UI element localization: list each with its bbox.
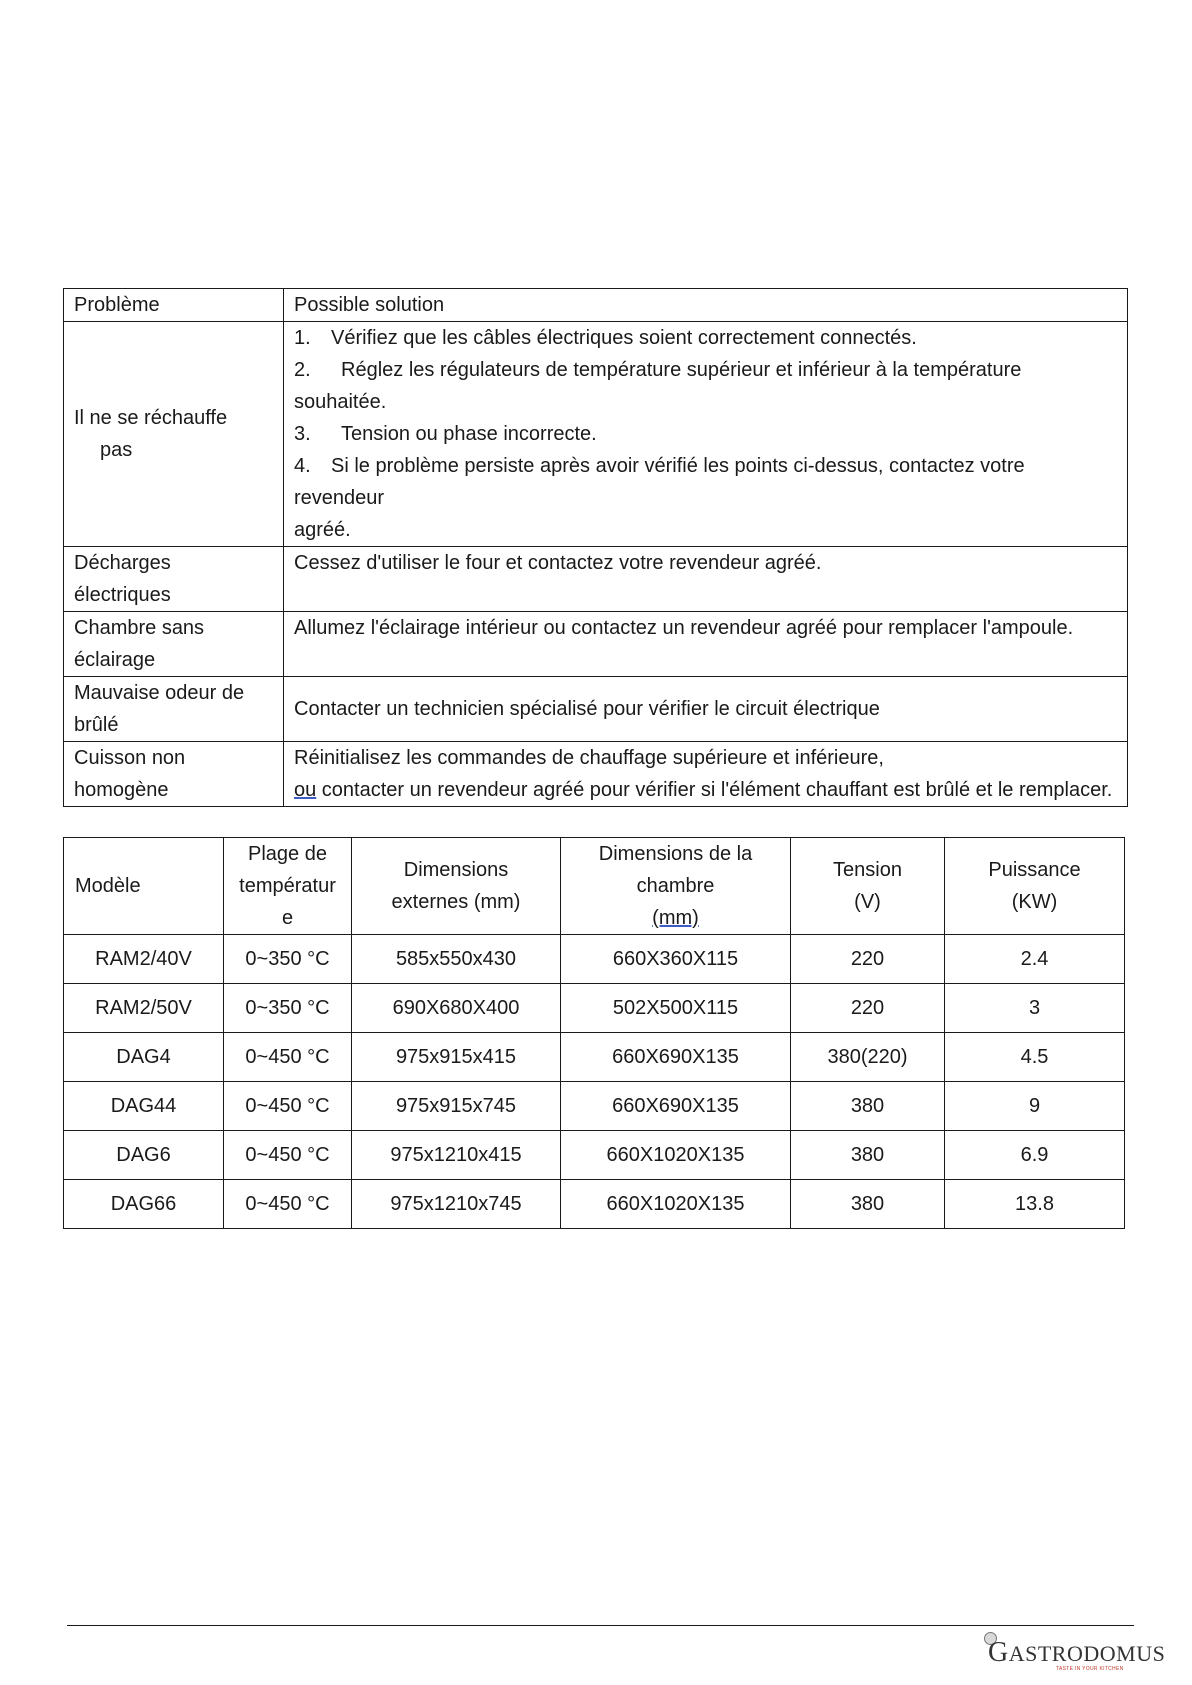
header-text: externes (mm) [391, 891, 521, 913]
cell-chamber: 660X690X135 [561, 1082, 791, 1131]
step-text: Si le problème persiste après avoir vérifié les points ci-dessus, contactez votre revendeur [294, 455, 1025, 509]
cell-chamber: 502X500X115 [561, 984, 791, 1033]
cell-voltage: 380 [791, 1180, 945, 1229]
step-continuation: agréé. [294, 519, 351, 541]
table-row [64, 935, 1125, 984]
cell-range: 0~350 °C [224, 984, 352, 1033]
problem-cell [64, 677, 284, 742]
solution-text [294, 774, 1117, 806]
problem-text: homogène [74, 779, 169, 801]
step-text: Vérifiez que les câbles électriques soient correctement connectés. [331, 327, 917, 349]
cell-voltage: 380(220) [791, 1033, 945, 1082]
cell-range: 0~450 °C [224, 1033, 352, 1082]
table-row [64, 1131, 1125, 1180]
solution-cell [284, 322, 1128, 547]
cell-model: RAM2/40V [64, 935, 224, 984]
cell-range: 0~350 °C [224, 935, 352, 984]
header-text: Dimensions de la [598, 843, 753, 865]
header-text: (KW) [1011, 891, 1058, 913]
cell-external: 690X680X400 [352, 984, 561, 1033]
cell-power: 2.4 [945, 935, 1125, 984]
logo-wordmark [988, 1637, 1165, 1669]
problem-text: Chambre sans [74, 617, 205, 639]
header-text: (mm) [652, 907, 699, 929]
header-voltage [791, 838, 945, 935]
problem-text: brûlé [74, 714, 119, 736]
problem-cell [64, 742, 284, 807]
header-model: Modèle [64, 838, 224, 935]
header-power [945, 838, 1125, 935]
cell-range: 0~450 °C [224, 1131, 352, 1180]
cell-power: 3 [945, 984, 1125, 1033]
cell-voltage: 380 [791, 1082, 945, 1131]
step-number: 4. [294, 455, 311, 477]
header-text: e [281, 907, 294, 929]
step-number: 3. [294, 423, 311, 445]
problem-text: Cuisson non [74, 747, 186, 769]
cell-chamber: 660X1020X135 [561, 1180, 791, 1229]
cell-chamber: 660X360X115 [561, 935, 791, 984]
cell-range: 0~450 °C [224, 1082, 352, 1131]
step-text: Tension ou phase incorrecte. [341, 423, 597, 445]
underlined-word: ou [294, 779, 317, 801]
solution-text: Cessez d'utiliser le four et contactez votre revendeur agréé. [284, 547, 1128, 612]
problem-text: Mauvaise odeur de [74, 682, 245, 704]
table-row [64, 322, 1128, 547]
model-specs-table [63, 837, 1125, 1229]
cell-power: 4.5 [945, 1033, 1125, 1082]
cell-power: 13.8 [945, 1180, 1125, 1229]
table-row [64, 547, 1128, 612]
cell-external: 585x550x430 [352, 935, 561, 984]
problem-text: Décharges [74, 552, 171, 574]
cell-model: DAG66 [64, 1180, 224, 1229]
cell-model: DAG6 [64, 1131, 224, 1180]
table-row [64, 612, 1128, 677]
cell-power: 6.9 [945, 1131, 1125, 1180]
header-text: températur [239, 875, 336, 897]
footer-divider [67, 1625, 1134, 1626]
header-text: (V) [854, 891, 881, 913]
problem-text: pas [100, 439, 133, 461]
table-header-row [64, 289, 1128, 322]
solution-step [294, 322, 1117, 354]
cell-model: DAG44 [64, 1082, 224, 1131]
solution-text: Allumez l'éclairage intérieur ou contactez un revendeur agréé pour remplacer l'ampoule. [284, 612, 1128, 677]
problem-cell [64, 322, 284, 547]
brand-logo [984, 1632, 1166, 1672]
cell-model: DAG4 [64, 1033, 224, 1082]
step-number: 1. [294, 327, 311, 349]
header-text: Plage de [248, 843, 327, 865]
cell-external: 975x1210x415 [352, 1131, 561, 1180]
step-number: 2. [294, 359, 311, 381]
problem-text: éclairage [74, 649, 156, 671]
table-row [64, 677, 1128, 742]
cell-power: 9 [945, 1082, 1125, 1131]
header-text: Dimensions [403, 859, 509, 881]
table-row [64, 1033, 1125, 1082]
troubleshooting-table [63, 288, 1128, 807]
header-solution: Possible solution [284, 289, 1128, 322]
table-header-row [64, 838, 1125, 935]
solution-text: Réinitialisez les commandes de chauffage supérieure et inférieure, [294, 747, 884, 769]
solution-cell [284, 742, 1128, 807]
cell-external: 975x915x745 [352, 1082, 561, 1131]
header-text: Tension [833, 859, 902, 881]
header-temperature-range [224, 838, 352, 935]
solution-step [294, 418, 1117, 450]
logo-initial: G [988, 1637, 1009, 1668]
table-row [64, 984, 1125, 1033]
table-row [64, 1180, 1125, 1229]
problem-cell [64, 612, 284, 677]
logo-tagline: TASTE IN YOUR KITCHEN [1056, 1666, 1124, 1672]
header-chamber-dimensions [561, 838, 791, 935]
cell-external: 975x1210x745 [352, 1180, 561, 1229]
problem-cell [64, 547, 284, 612]
cell-chamber: 660X690X135 [561, 1033, 791, 1082]
cell-chamber: 660X1020X135 [561, 1131, 791, 1180]
step-text: Réglez les régulateurs de température supérieur et inférieur à la température souhaitée. [294, 359, 1022, 413]
header-external-dimensions [352, 838, 561, 935]
logo-rest: ASTRODOMUS [1008, 1641, 1166, 1666]
solution-text: Contacter un technicien spécialisé pour vérifier le circuit électrique [284, 677, 1128, 742]
problem-text: Il ne se réchauffe [74, 407, 228, 429]
solution-step [294, 354, 1117, 418]
table-row [64, 1082, 1125, 1131]
header-text: Puissance [988, 859, 1081, 881]
cell-range: 0~450 °C [224, 1180, 352, 1229]
problem-text: électriques [74, 584, 171, 606]
cell-voltage: 380 [791, 1131, 945, 1180]
table-row [64, 742, 1128, 807]
solution-text-rest: contacter un revendeur agréé pour vérifier si l'élément chauffant est brûlé et le remplacer. [316, 779, 1113, 801]
header-problem: Problème [64, 289, 284, 322]
solution-step [294, 450, 1117, 514]
header-text: chambre [636, 875, 715, 897]
cell-voltage: 220 [791, 935, 945, 984]
cell-external: 975x915x415 [352, 1033, 561, 1082]
cell-voltage: 220 [791, 984, 945, 1033]
cell-model: RAM2/50V [64, 984, 224, 1033]
